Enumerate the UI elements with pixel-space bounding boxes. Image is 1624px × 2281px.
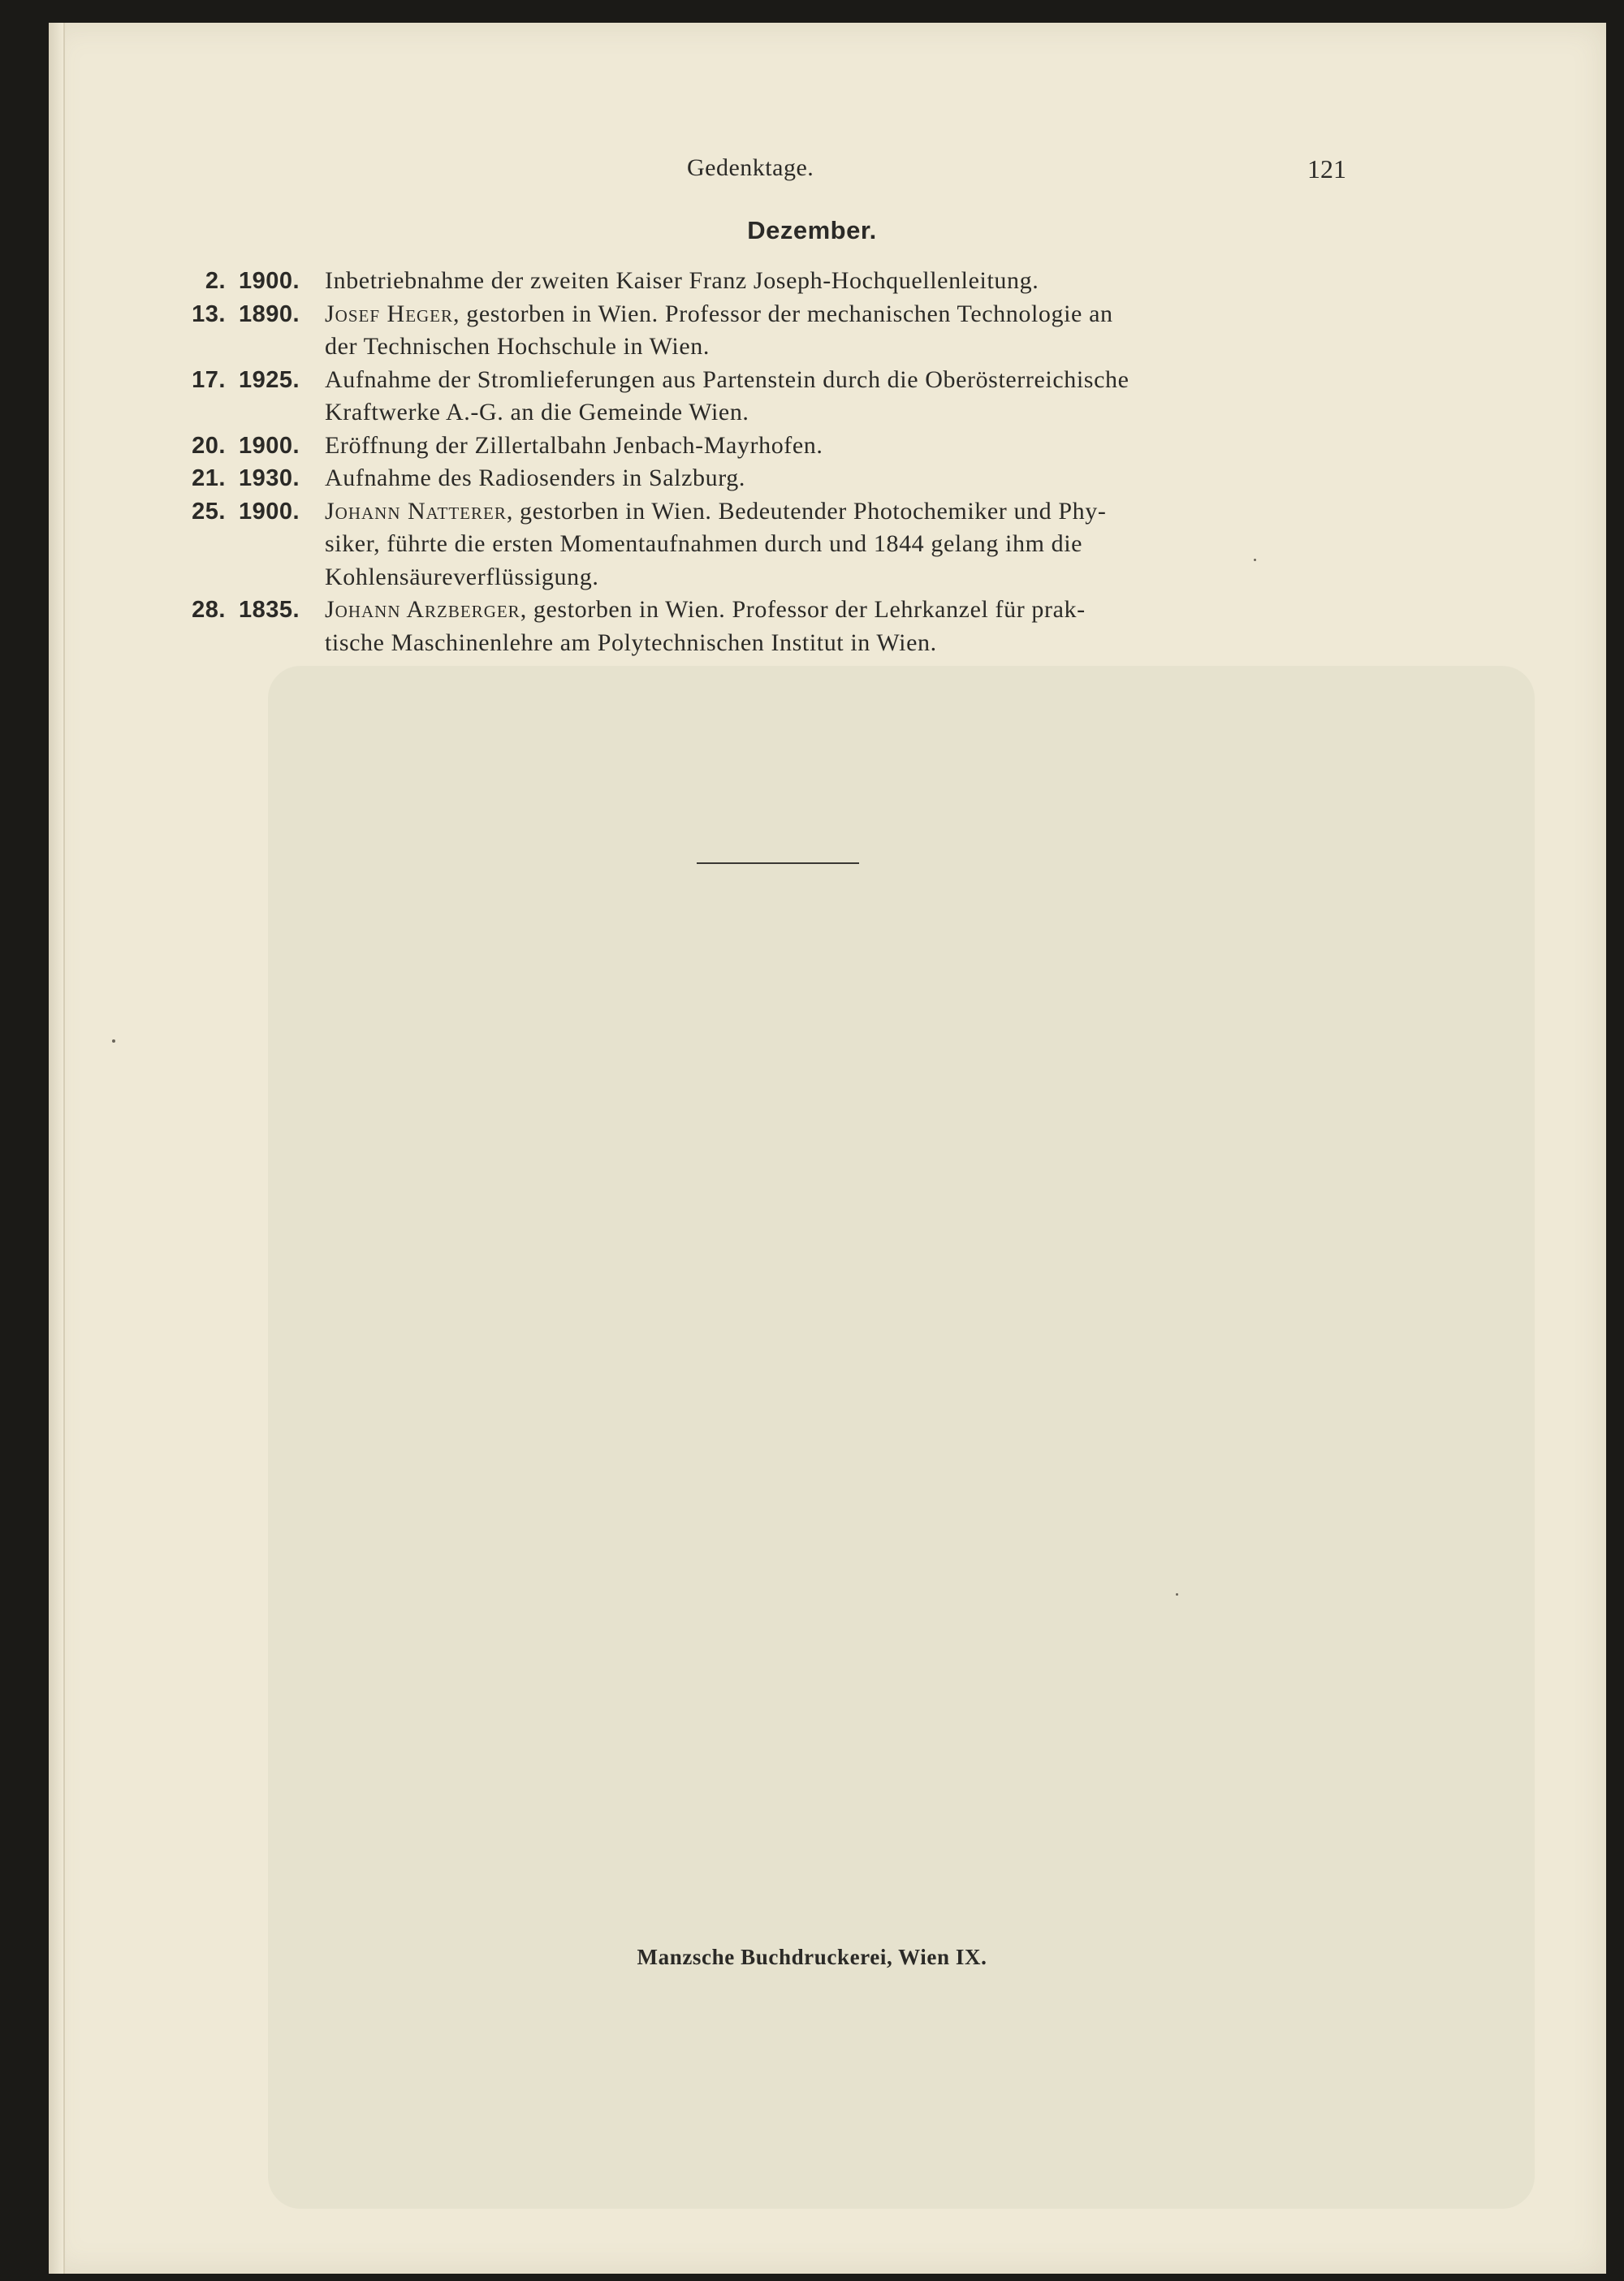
- entry-text: [325, 430, 1356, 463]
- entry-year: 1900.: [239, 432, 300, 459]
- entry-line: [325, 462, 1356, 495]
- entry-line: [325, 495, 1356, 529]
- entry-text-part: , gestorben in Wien. Professor der Lehrkanzel für prak-: [520, 596, 1086, 623]
- entry-year: 1890.: [239, 300, 300, 327]
- entry-date: [179, 594, 325, 659]
- entry-line: [325, 627, 1356, 660]
- paper-speck: [1176, 1593, 1178, 1596]
- person-name: Johann Natterer: [325, 497, 507, 525]
- entry-year: 1900.: [239, 268, 300, 294]
- page-number: 121: [1307, 154, 1346, 184]
- entry-line: [325, 330, 1356, 364]
- entry-line: [325, 364, 1356, 397]
- page-crease: [63, 23, 65, 2274]
- entry-row: [179, 298, 1356, 364]
- entry-text: [325, 594, 1356, 659]
- entry-row: [179, 495, 1356, 594]
- anniversary-list: [179, 265, 1356, 659]
- entry-text: [325, 462, 1356, 495]
- entry-year: 1925.: [239, 366, 300, 393]
- divider-rule: [697, 862, 859, 864]
- entry-row: [179, 430, 1356, 463]
- entry-text: [325, 265, 1356, 298]
- page-gutter-shadow: [49, 23, 63, 2274]
- entry-day: 28.: [192, 597, 226, 623]
- entry-text: [325, 298, 1356, 364]
- entry-year: 1930.: [239, 465, 300, 491]
- section-title: Dezember.: [747, 216, 877, 244]
- entry-text-part: siker, führte die ersten Momentaufnahmen durch und 1844 gelang ihm die: [325, 530, 1083, 557]
- entry-row: [179, 594, 1356, 659]
- printer-imprint: Manzsche Buchdruckerei, Wien IX.: [637, 1945, 987, 1969]
- entry-row: [179, 265, 1356, 298]
- entry-day: 13.: [192, 300, 226, 327]
- entry-date: [179, 430, 325, 463]
- paper-speck: [112, 1039, 115, 1043]
- entry-text-part: Eröffnung der Zillertalbahn Jenbach-Mayrhofen.: [325, 431, 823, 459]
- entry-line: [325, 561, 1356, 594]
- entry-line: [325, 298, 1356, 331]
- entry-line: [325, 396, 1356, 430]
- entry-day: 21.: [192, 465, 226, 491]
- entry-text-part: Inbetriebnahme der zweiten Kaiser Franz Joseph-Hochquellenleitung.: [325, 267, 1039, 294]
- entry-row: [179, 364, 1356, 430]
- entry-year: 1900.: [239, 498, 300, 525]
- page-header: [0, 154, 1624, 187]
- entry-line: [325, 430, 1356, 463]
- entry-text-part: Aufnahme der Stromlieferungen aus Partenstein durch die Oberösterreichische: [325, 365, 1129, 393]
- entry-text-part: , gestorben in Wien. Professor der mechanischen Technologie an: [453, 300, 1113, 327]
- entry-line: [325, 528, 1356, 561]
- entry-text-part: Kohlensäureverflüssigung.: [325, 563, 599, 590]
- entry-year: 1835.: [239, 597, 300, 623]
- entry-text-part: der Technischen Hochschule in Wien.: [325, 333, 710, 360]
- entry-text-part: , gestorben in Wien. Bedeutender Photochemiker und Phy-: [506, 497, 1107, 525]
- entry-line: [325, 265, 1356, 298]
- running-title: Gedenktage.: [687, 154, 814, 181]
- entry-text-part: tische Maschinenlehre am Polytechnischen Institut in Wien.: [325, 629, 937, 656]
- entry-date: [179, 265, 325, 298]
- entry-day: 2.: [205, 268, 226, 294]
- entry-day: 25.: [192, 498, 226, 525]
- bleed-through-shadow: [268, 666, 1535, 2209]
- entry-row: [179, 462, 1356, 495]
- entry-date: [179, 364, 325, 430]
- entry-text: [325, 495, 1356, 594]
- entry-text: [325, 364, 1356, 430]
- entry-date: [179, 462, 325, 495]
- person-name: Josef Heger: [325, 300, 454, 327]
- entry-day: 20.: [192, 432, 226, 459]
- entry-text-part: Kraftwerke A.-G. an die Gemeinde Wien.: [325, 399, 749, 426]
- entry-day: 17.: [192, 366, 226, 393]
- entry-date: [179, 495, 325, 594]
- entry-text-part: Aufnahme des Radiosenders in Salzburg.: [325, 464, 745, 491]
- person-name: Johann Arzberger: [325, 596, 520, 623]
- paper-speck: [1254, 559, 1256, 561]
- entry-line: [325, 594, 1356, 627]
- entry-date: [179, 298, 325, 364]
